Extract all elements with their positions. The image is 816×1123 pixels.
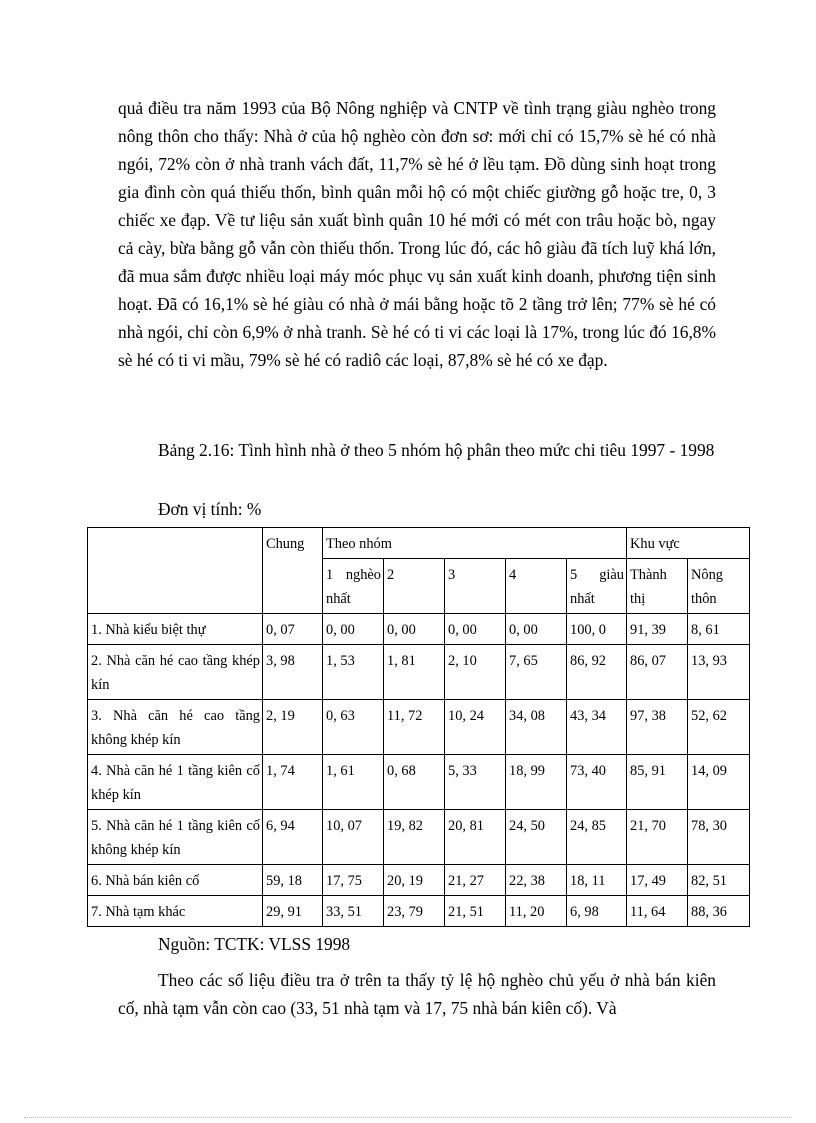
table-cell: 29, 91 [263,896,323,927]
table-cell: 23, 79 [384,896,445,927]
table-row [88,645,750,700]
table-cell: 14, 09 [688,755,750,810]
table-cell: 52, 62 [688,700,750,755]
table-row [88,614,750,645]
table-cell: 13, 93 [688,645,750,700]
table-row [88,700,750,755]
table-cell: 21, 70 [627,810,688,865]
table-header-row [88,528,750,559]
table-cell: 5, 33 [445,755,506,810]
table-cell: 1, 53 [323,645,384,700]
table-cell: 0, 00 [323,614,384,645]
header-group-3: 3 [445,559,506,614]
table-cell: 86, 07 [627,645,688,700]
row-label: 2. Nhà căn hé cao tầng khép kín [88,645,263,700]
table-cell: 88, 36 [688,896,750,927]
table-caption-text: Bảng 2.16: Tình hình nhà ở theo 5 nhóm hộ phân theo mức chi tiêu 1997 - 1998 [158,440,715,460]
table-cell: 11, 72 [384,700,445,755]
table-cell: 0, 00 [445,614,506,645]
header-group-4: 4 [506,559,567,614]
table-cell: 85, 91 [627,755,688,810]
row-label: 1. Nhà kiểu biệt thự [88,614,263,645]
closing-paragraph [118,966,716,1022]
table-cell: 6, 94 [263,810,323,865]
table-cell: 18, 99 [506,755,567,810]
table-cell: 33, 51 [323,896,384,927]
intro-paragraph: quả điều tra năm 1993 của Bộ Nông nghiệp và CNTP về tình trạng giàu nghèo trong nông thôn cho thấy: Nhà ở của hộ nghèo còn đơn sơ: mới chỉ có 15,7% sè hé có nhà ngói, 72% còn ở nhà tranh vách đất, 11,7% sè hé ở lều tạm. Đồ dùng sinh hoạt trong gia đình còn quá thiếu thốn, bình quân mỗi hộ có một chiếc giường gỗ hoặc tre, 0, 3 chiếc xe đạp. Về tư liệu sản xuất bình quân 10 hé mới có mét con trâu hoặc bò, ngay cả cày, bừa bằng gỗ vẫn còn thiếu thốn. Trong lúc đó, các hô giàu đã tích luỹ khá lớn, đã mua sắm được nhiều loại máy móc phục vụ sản xuất kinh doanh, phương tiện sinh hoạt. Đã có 16,1% sè hé giàu có nhà ở mái bằng hoặc tõ 2 tầng trở lên; 77% sè hé có nhà ngói, chỉ còn 6,9% ở nhà tranh. Sè hé có ti vi các loại là 17%, trong lúc đó 16,8% sè hé có ti vi mầu, 79% sè hé có radiô các loại, 87,8% sè hé có xe đạp. [118,98,716,370]
table-cell: 11, 64 [627,896,688,927]
table-cell: 100, 0 [567,614,627,645]
table-cell: 34, 08 [506,700,567,755]
table-cell: 59, 18 [263,865,323,896]
table-cell: 20, 19 [384,865,445,896]
table-cell: 73, 40 [567,755,627,810]
table-cell: 1, 61 [323,755,384,810]
header-urban: Thành thị [627,559,688,614]
table-cell: 0, 63 [323,700,384,755]
row-label: 3. Nhà căn hé cao tầng không khép kín [88,700,263,755]
table-caption [118,436,716,464]
table-cell: 86, 92 [567,645,627,700]
table-cell: 43, 34 [567,700,627,755]
table-cell: 21, 27 [445,865,506,896]
header-rural: Nông thôn [688,559,750,614]
table-cell: 17, 75 [323,865,384,896]
table-cell: 19, 82 [384,810,445,865]
table-cell: 2, 10 [445,645,506,700]
table-row [88,755,750,810]
table-cell: 18, 11 [567,865,627,896]
table-cell: 6, 98 [567,896,627,927]
table-cell: 97, 38 [627,700,688,755]
housing-table [87,527,750,927]
header-group-1: 1 nghèo nhất [323,559,384,614]
table-cell: 21, 51 [445,896,506,927]
table-body [88,614,750,927]
table-cell: 2, 19 [263,700,323,755]
source-note: Nguồn: TCTK: VLSS 1998 [158,934,351,954]
row-label: 6. Nhà bán kiên cố [88,865,263,896]
table-cell: 24, 85 [567,810,627,865]
table-cell: 0, 68 [384,755,445,810]
header-group-5: 5 giàu nhất [567,559,627,614]
page-bottom-rule [24,1117,792,1118]
table-cell: 20, 81 [445,810,506,865]
table-cell: 17, 49 [627,865,688,896]
table-cell: 10, 07 [323,810,384,865]
table-cell: 82, 51 [688,865,750,896]
table-cell: 1, 81 [384,645,445,700]
table-cell: 11, 20 [506,896,567,927]
table-cell: 7, 65 [506,645,567,700]
table-row [88,896,750,927]
table-cell: 22, 38 [506,865,567,896]
unit-label: Đơn vị tính: % [158,499,262,519]
row-label: 4. Nhà căn hé 1 tầng kiên cố khép kín [88,755,263,810]
table-cell: 24, 50 [506,810,567,865]
table-cell: 1, 74 [263,755,323,810]
row-label: 5. Nhà căn hé 1 tầng kiên cố không khép kín [88,810,263,865]
table-cell: 0, 00 [506,614,567,645]
table-cell: 91, 39 [627,614,688,645]
table-cell: 8, 61 [688,614,750,645]
table-cell: 0, 07 [263,614,323,645]
table-row [88,865,750,896]
table-row [88,810,750,865]
table-cell: 0, 00 [384,614,445,645]
header-general: Chung [263,528,323,614]
table-cell: 78, 30 [688,810,750,865]
header-by-group: Theo nhóm [323,528,627,559]
table-cell: 3, 98 [263,645,323,700]
table-cell: 10, 24 [445,700,506,755]
header-empty-cell [88,528,263,614]
row-label: 7. Nhà tạm khác [88,896,263,927]
header-by-region: Khu vực [627,528,750,559]
header-group-2: 2 [384,559,445,614]
closing-paragraph-text: Theo các số liệu điều tra ở trên ta thấy tỷ lệ hộ nghèo chủ yếu ở nhà bán kiên cố, nhà tạm vẫn còn cao (33, 51 nhà tạm và 17, 75 nhà bán kiên cố). Và [118,970,716,1018]
